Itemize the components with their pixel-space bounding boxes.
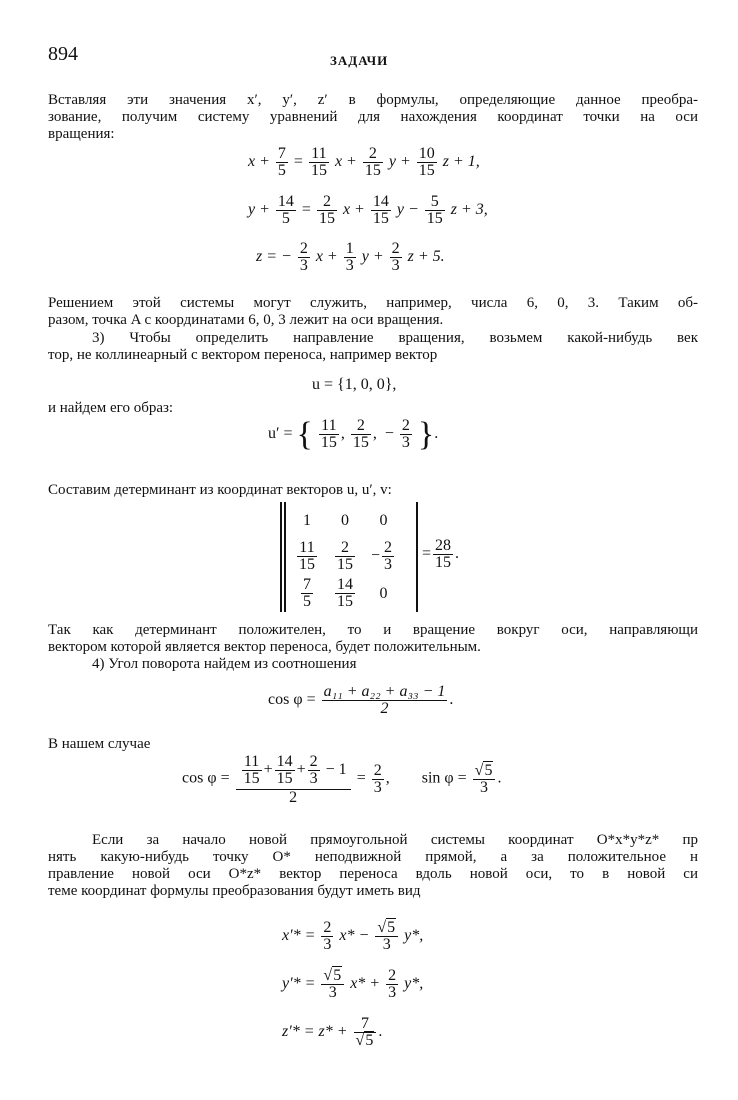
eq-sign: =: [293, 153, 303, 171]
fraction: $\frac{2}{3}$: [373, 761, 382, 796]
text-line: тор, не коллинеарный с вектором переноса, например вектор: [48, 347, 438, 363]
determinant-row: [288, 575, 403, 612]
equation-final-row-1: [282, 920, 423, 953]
fraction: $\frac{√5}{3}$: [375, 920, 398, 953]
eq-term: u′ =: [268, 425, 293, 443]
fraction: $\frac{2}{3}$: [323, 919, 332, 953]
eq-term: x′* =: [282, 927, 316, 945]
fraction: $\frac{1}{3}$: [345, 240, 354, 274]
text-line: Вставляя эти значения x′, y′, z′ в формулы, определяющие данное преобра-: [48, 92, 698, 108]
eq-term: x* −: [339, 927, 370, 945]
determinant-row: [288, 538, 403, 575]
text-line: Составим детерминант из координат векторов u, u′, v:: [48, 482, 392, 498]
fraction: $\frac{√5}{3}$: [473, 763, 496, 796]
separator: ,: [340, 425, 345, 443]
eq-term: cos φ =: [268, 691, 316, 709]
eq-term: y +: [361, 248, 384, 266]
period: .: [497, 769, 502, 787]
fraction: $\frac{2}{3}$: [388, 967, 397, 1001]
determinant: [280, 502, 460, 612]
equation-final-row-3: [282, 1016, 382, 1049]
determinant-bar-right: [416, 502, 418, 612]
fraction: $\frac{2}{15}$: [318, 193, 335, 227]
paragraph-step-3: [48, 330, 698, 364]
eq-sign: =: [301, 201, 311, 219]
eq-term: x +: [334, 153, 357, 171]
running-title: ЗАДАЧИ: [330, 53, 389, 68]
minus-one: − 1: [325, 761, 347, 779]
determinant-grid: [288, 502, 403, 612]
text-line: вектором которой является вектор переноса, будет положительным.: [48, 639, 481, 655]
text-line: 4) Угол поворота найдем из соотношения: [92, 656, 357, 672]
fraction: $\frac{√5}{3}$: [321, 968, 344, 1001]
paragraph-step-4: [48, 656, 698, 673]
text-line: 3) Чтобы определить направление вращения, возьмем какой-нибудь век: [92, 330, 698, 346]
text-line: и найдем его образ:: [48, 400, 174, 416]
eq-sign: =: [422, 545, 432, 563]
paragraph-positive: [48, 622, 698, 656]
equation-final-row-2: [282, 968, 423, 1001]
equation-cos-case: [182, 752, 501, 806]
equation-system-row-2: [248, 194, 488, 227]
determinant-bar-left-inner: [284, 502, 286, 612]
cell: 0: [379, 585, 388, 602]
cell: 0: [379, 511, 388, 529]
determinant-row: [288, 502, 403, 538]
eq-term: y*,: [404, 975, 424, 993]
minus-sign: −: [384, 425, 394, 443]
eq-term: y*,: [404, 927, 424, 945]
plus: +: [263, 761, 273, 779]
paragraph-solution: [48, 295, 698, 329]
period: .: [449, 691, 454, 709]
text-line: зование, получим систему уравнений для нахождения координат точки на оси: [48, 109, 698, 125]
text-line: В нашем случае: [48, 736, 151, 752]
eq-term: z + 1,: [442, 153, 480, 171]
right-brace: }: [417, 416, 435, 453]
fraction: $\frac{7}{√5}$: [354, 1016, 377, 1049]
fraction: $\frac{11}{15}$ + $\frac{14}{15}$ + $\frac{2}{3}$ − 1 2: [236, 752, 351, 806]
fraction: $\frac{2}{15}$: [352, 417, 369, 451]
cell: 1: [303, 511, 311, 529]
paragraph-intro: [48, 92, 698, 143]
text-line: вращения:: [48, 126, 115, 142]
equation-system-row-3: [256, 241, 445, 274]
fraction: $\frac{2}{3}$: [299, 240, 308, 274]
text-line: Решением этой системы могут служить, например, числа 6, 0, 3. Таким об-: [48, 295, 698, 311]
left-brace: {: [296, 416, 313, 453]
eq-term: z′* = z* +: [282, 1023, 348, 1041]
equation-vector-u: u = {1, 0, 0},: [312, 376, 397, 393]
eq-term: y −: [396, 201, 419, 219]
determinant-value: = $\frac{28}{15}$ .: [422, 537, 460, 571]
fraction: $\frac{\text{a₁₁ + a₂₂ + a₃₃ − 1}}{2}$: [323, 683, 446, 717]
period: .: [378, 1023, 383, 1041]
fraction: $\frac{14}{15}$: [372, 193, 389, 227]
eq-sign: =: [356, 769, 366, 787]
fraction: $\frac{11}{15}$: [310, 145, 327, 179]
eq-term: sin φ =: [421, 769, 467, 787]
fraction: $\frac{7}{5}$: [277, 145, 286, 179]
cell: $\frac{7}{5}$: [303, 576, 311, 610]
eq-term: x +: [315, 248, 338, 266]
cell: 0: [341, 511, 349, 529]
period: .: [434, 425, 439, 443]
eq-term: cos φ =: [182, 769, 230, 787]
text-line: правление новой оси O*z* вектор переноса вдоль новой оси, то в новой си: [48, 866, 698, 882]
eq-term: x +: [248, 153, 270, 171]
eq-term: y +: [248, 201, 270, 219]
cell: $\frac{2}{15}$: [337, 539, 353, 573]
paragraph-new-coordinates: [48, 832, 698, 900]
eq-term: z + 5.: [407, 248, 445, 266]
text-line: Если за начало новой прямоугольной системы координат O*x*y*z* пр: [92, 832, 698, 848]
equation-cos-formula: [268, 684, 453, 717]
determinant-bar-left: [280, 502, 282, 612]
fraction: $\frac{5}{15}$: [426, 193, 443, 227]
text-line: теме координат формулы преобразования будут иметь вид: [48, 883, 421, 899]
equation-system-row-1: [248, 146, 480, 179]
period: .: [455, 545, 460, 563]
eq-term: z = −: [256, 248, 292, 266]
text-line: разом, точка A с координатами 6, 0, 3 лежит на оси вращения.: [48, 312, 444, 328]
page-number: 894: [48, 43, 78, 65]
paragraph-our-case: [48, 736, 698, 753]
equation-vector-u-prime: [268, 418, 438, 451]
fraction: $\frac{10}{15}$: [418, 145, 435, 179]
cell: $\frac{14}{15}$: [337, 576, 353, 610]
eq-term: x +: [342, 201, 365, 219]
separator: ,: [372, 425, 377, 443]
text-line: Так как детерминант положителен, то и вращение вокруг оси, направляющи: [48, 622, 698, 638]
eq-term: z + 3,: [450, 201, 488, 219]
cell: − $\frac{2}{3}$: [371, 539, 393, 573]
cell: $\frac{11}{15}$: [299, 539, 315, 573]
fraction: $\frac{2}{15}$: [364, 145, 381, 179]
eq-term: y +: [388, 153, 411, 171]
eq-term: x* +: [350, 975, 381, 993]
fraction: $\frac{11}{15}$: [320, 417, 337, 451]
paragraph-determinant: [48, 482, 698, 499]
fraction: $\frac{2}{3}$: [401, 417, 410, 451]
fraction: $\frac{2}{3}$: [391, 240, 400, 274]
plus: +: [296, 761, 306, 779]
text-line: нять какую-нибудь точку O* неподвижной прямой, а за положительное н: [48, 849, 698, 865]
paragraph-image: [48, 400, 698, 417]
comma: ,: [385, 769, 390, 787]
eq-term: y′* =: [282, 975, 316, 993]
fraction: $\frac{14}{5}$: [277, 193, 294, 227]
